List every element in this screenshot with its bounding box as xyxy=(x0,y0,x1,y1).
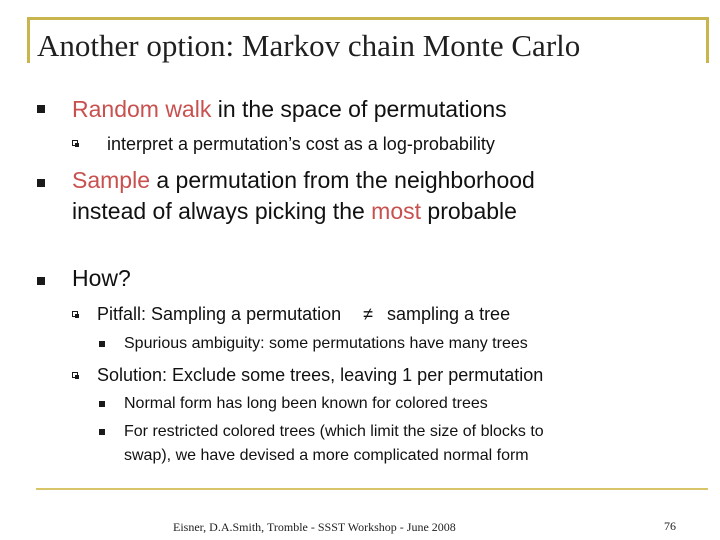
bullet-text: instead of always picking the xyxy=(72,198,372,224)
sub-sub-bullet-restricted-line1: For restricted colored trees (which limit the size of blocks to xyxy=(124,423,544,440)
sub-sub-bullet-spurious: Spurious ambiguity: some permutations have many trees xyxy=(124,335,528,352)
pitfall-text-tail: sampling a tree xyxy=(387,304,511,324)
slide-title: Another option: Markov chain Monte Carlo xyxy=(37,28,581,63)
sub-sub-bullet-normal-form: Normal form has long been known for colored trees xyxy=(124,395,488,412)
bullet-how: How? xyxy=(72,265,131,291)
sub-sub-bullet-restricted-line2: swap), we have devised a more complicated normal form xyxy=(124,447,529,464)
page-number: 76 xyxy=(664,519,676,533)
not-equal-symbol: ≠ xyxy=(363,304,374,324)
bullet-square-icon xyxy=(37,179,45,187)
bullet-random-walk xyxy=(72,94,507,124)
sub-bullet-solution: Solution: Exclude some trees, leaving 1 per permutation xyxy=(97,365,544,385)
accent-text: Random walk xyxy=(72,96,212,122)
sub-bullet-log-probability: interpret a permutation’s cost as a log-probability xyxy=(107,134,495,154)
bullet-text: probable xyxy=(421,198,517,224)
sub-bullet-icon xyxy=(72,140,78,146)
sub-bullet-icon xyxy=(72,372,78,378)
bullet-sample-line1 xyxy=(72,165,535,195)
title-frame-left-bar xyxy=(27,17,30,63)
accent-text: Sample xyxy=(72,167,150,193)
sub-sub-bullet-icon xyxy=(99,341,105,347)
bullet-sample-line2 xyxy=(72,196,517,226)
bullet-text: a permutation from the neighborhood xyxy=(149,167,535,193)
accent-text: most xyxy=(371,198,422,224)
pitfall-text: Pitfall: Sampling a permutation xyxy=(97,304,342,324)
sub-bullet-icon xyxy=(72,311,78,317)
bullet-square-icon xyxy=(37,105,45,113)
sub-sub-bullet-icon xyxy=(99,429,105,435)
slide-footer: Eisner, D.A.Smith, Tromble - SSST Workshop - June 2008 xyxy=(173,520,456,534)
bullet-square-icon xyxy=(37,277,45,285)
sub-bullet-pitfall xyxy=(97,302,510,326)
footer-rule xyxy=(36,488,708,490)
bullet-text: in the space of permutations xyxy=(211,96,507,122)
sub-sub-bullet-icon xyxy=(99,401,105,407)
